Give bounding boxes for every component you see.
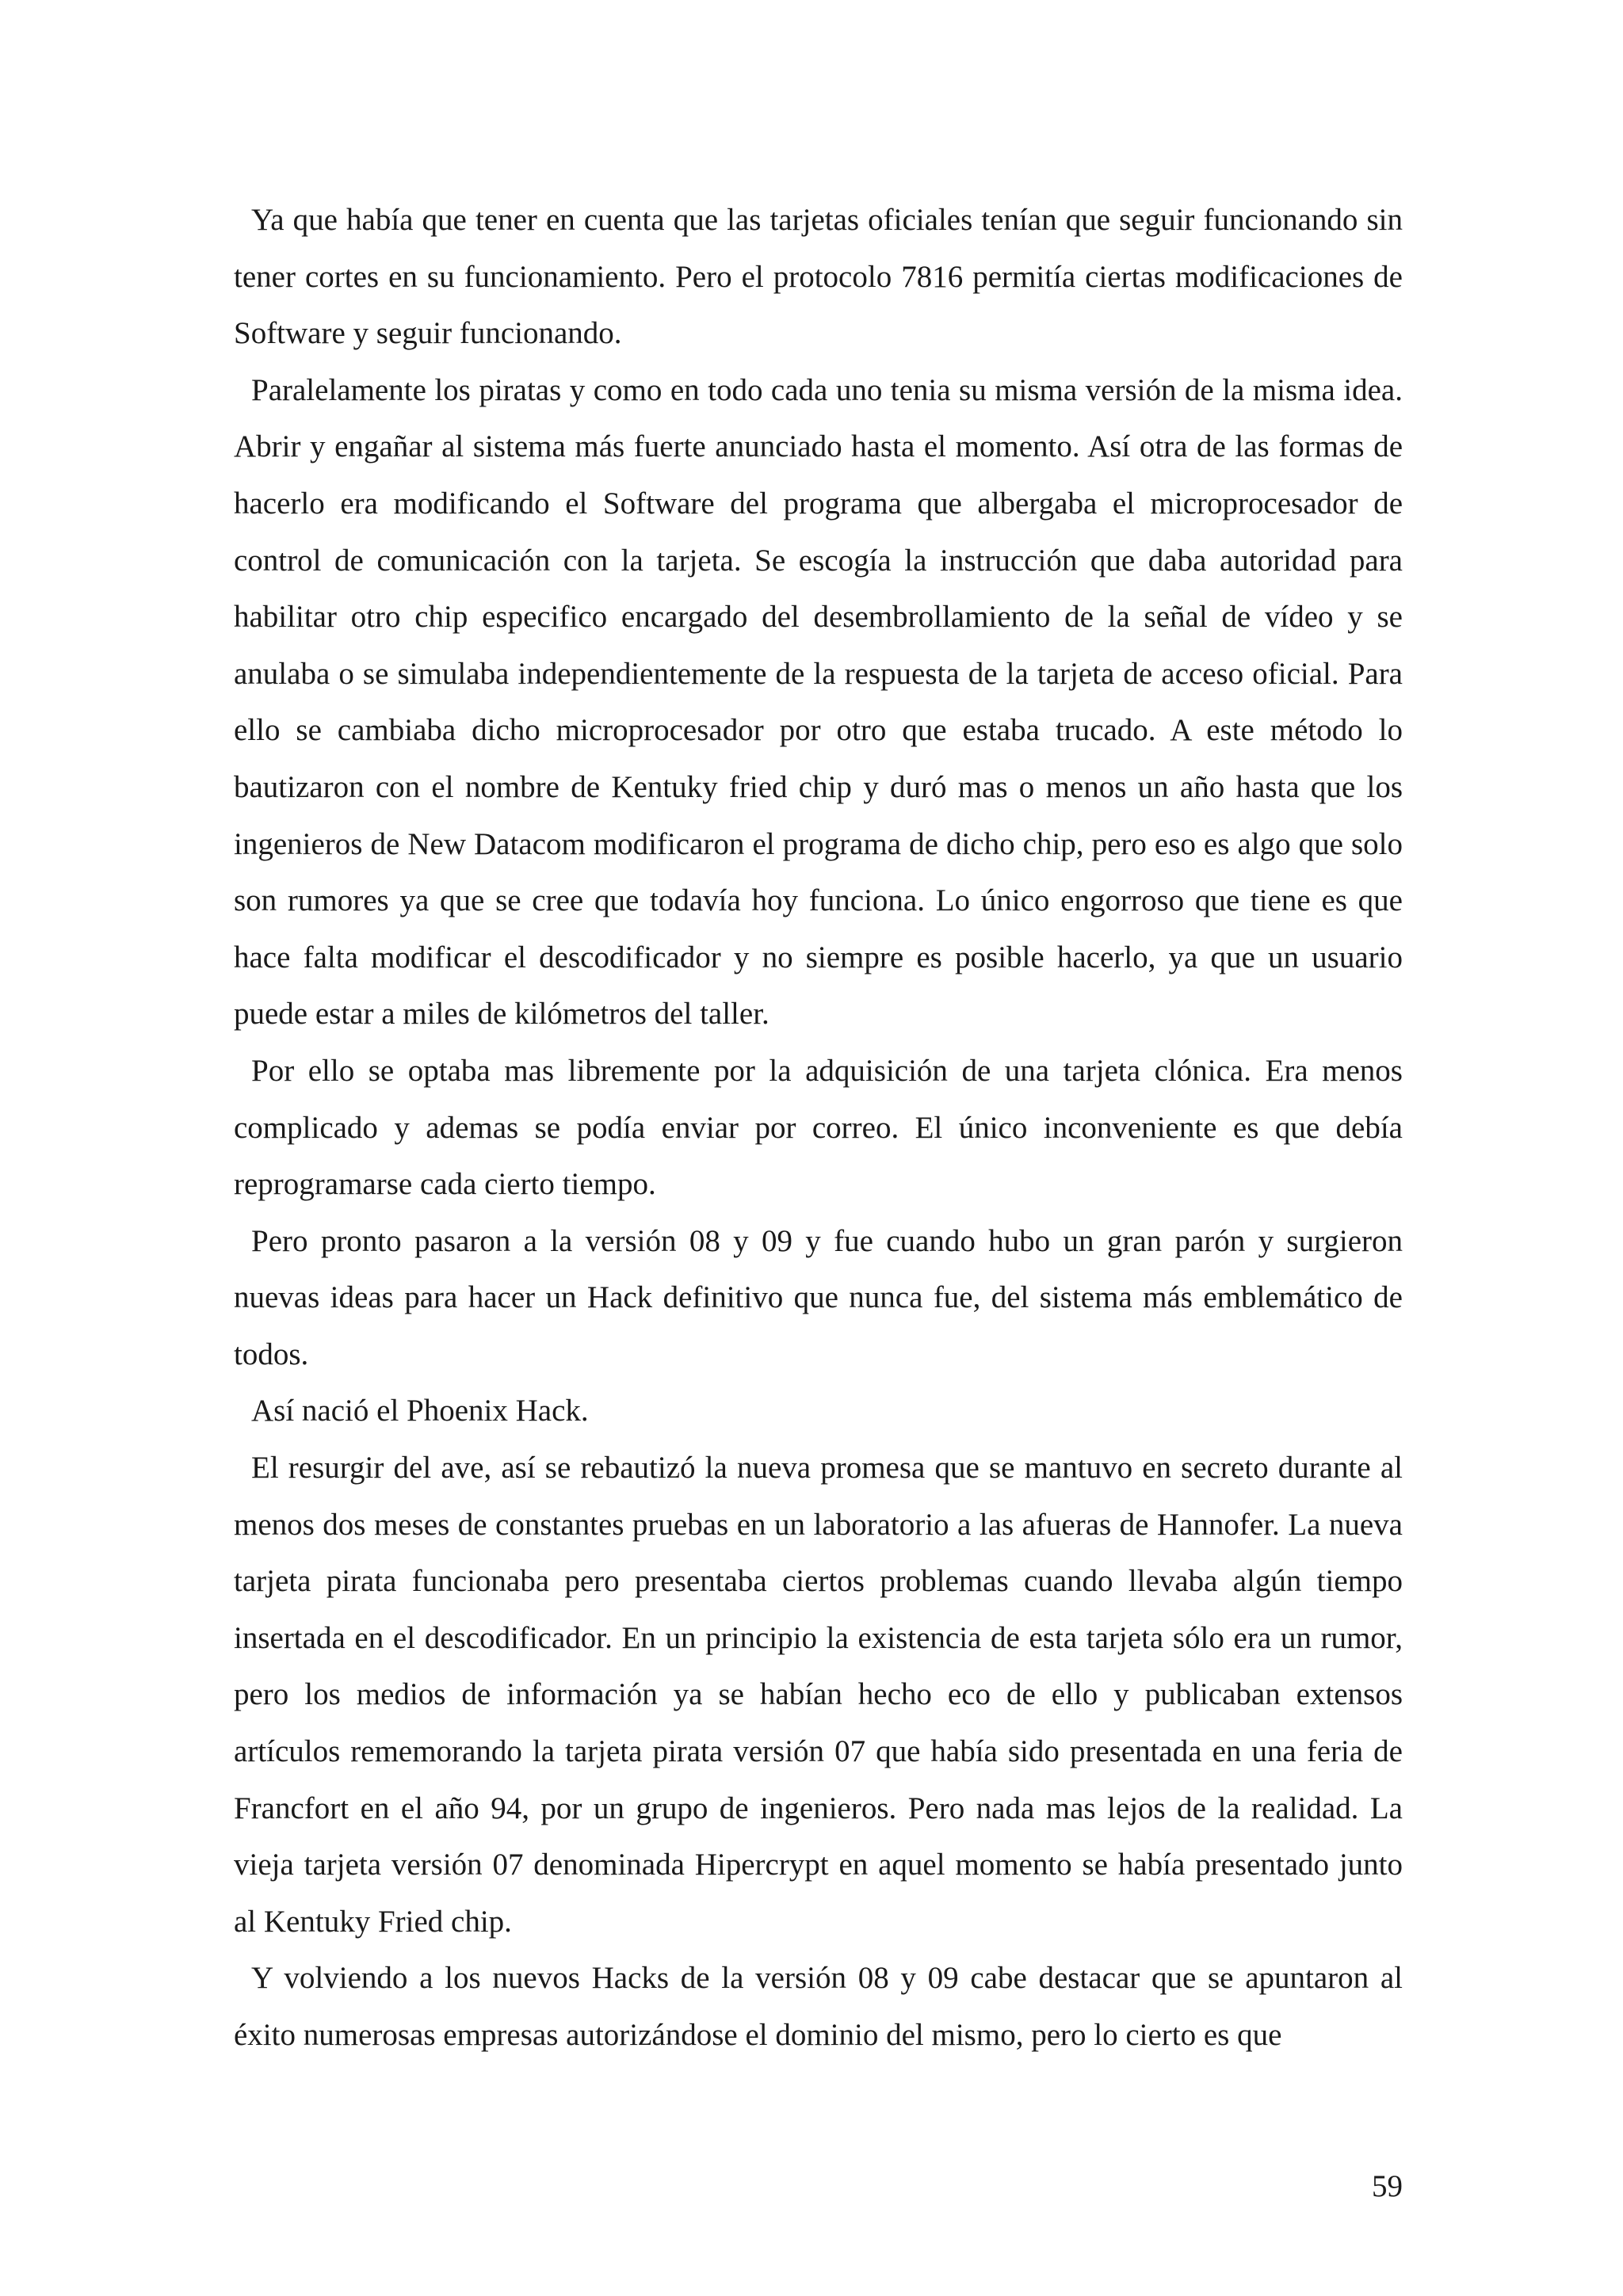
paragraph-5: Así nació el Phoenix Hack. — [251, 1394, 589, 1428]
paragraph-2: Paralelamente los piratas y como en todo cada uno tenia su misma versión de la misma idea. Abrir y engañar al sistema más fuerte anunciado hasta el momento. Así otra de las formas de hacerlo era modificando el Software del programa que albergaba el microprocesador de control de comunicación con la tarjeta. Se escogía la instrucción que daba autoridad para habilitar otro chip especifico encargado del desembrollamiento de la señal de vídeo y se anulaba o se simulaba independientemente de la respuesta de la tarjeta de acceso oficial. Para ello se cambiaba dicho microprocesador por otro que estaba trucado. A este método lo bautizaron con el nombre de Kentuky fried chip y duró mas o menos un año hasta que los ingenieros de New Datacom modificaron el programa de dicho chip, pero eso es algo que solo son rumores ya que se cree que todavía hoy funciona. Lo único engorroso que tiene es que hace falta modificar el descodificador y no siempre es posible hacerlo, ya que un usuario puede estar a miles de kilómetros del taller. — [234, 372, 1403, 1032]
paragraph-6: El resurgir del ave, así se rebautizó la nueva promesa que se mantuvo en secreto durante al menos dos meses de constantes pruebas en un laboratorio a las afueras de Hannofer. La nueva tarjeta pirata funcionaba pero presentaba ciertos problemas cuando llevaba algún tiempo insertada en el descodificador. En un principio la existencia de esta tarjeta sólo era un rumor, pero los medios de información ya se habían hecho eco de ello y publicaban extensos artículos rememorando la tarjeta pirata versión 07 que había sido presentada en una feria de Francfort en el año 94, por un grupo de ingenieros. Pero nada mas lejos de la realidad. La vieja tarjeta versión 07 denominada Hipercrypt en aquel momento se había presentado junto al Kentuky Fried chip. — [234, 1451, 1403, 1939]
paragraph-4: Pero pronto pasaron a la versión 08 y 09 y fue cuando hubo un gran parón y surgieron nuevas ideas para hacer un Hack definitivo que nunca fue, del sistema más emblemático de todos. — [234, 1223, 1403, 1371]
paragraph-7: Y volviendo a los nuevos Hacks de la versión 08 y 09 cabe destacar que se apuntaron al éxito numerosas empresas autorizándose el dominio del mismo, pero lo cierto es que — [234, 1961, 1403, 2052]
paragraph-3: Por ello se optaba mas libremente por la adquisición de una tarjeta clónica. Era menos complicado y ademas se podía enviar por correo. El único inconveniente es que debía reprogramarse cada cierto tiempo. — [234, 1053, 1403, 1202]
page-number: 59 — [1372, 2169, 1403, 2203]
paragraph-1: Ya que había que tener en cuenta que las tarjetas oficiales tenían que seguir funcionando sin tener cortes en su funcionamiento. Pero el protocolo 7816 permitía ciertas modificaciones de Software y seguir funcionando. — [234, 203, 1403, 351]
body-text — [234, 192, 1403, 2064]
